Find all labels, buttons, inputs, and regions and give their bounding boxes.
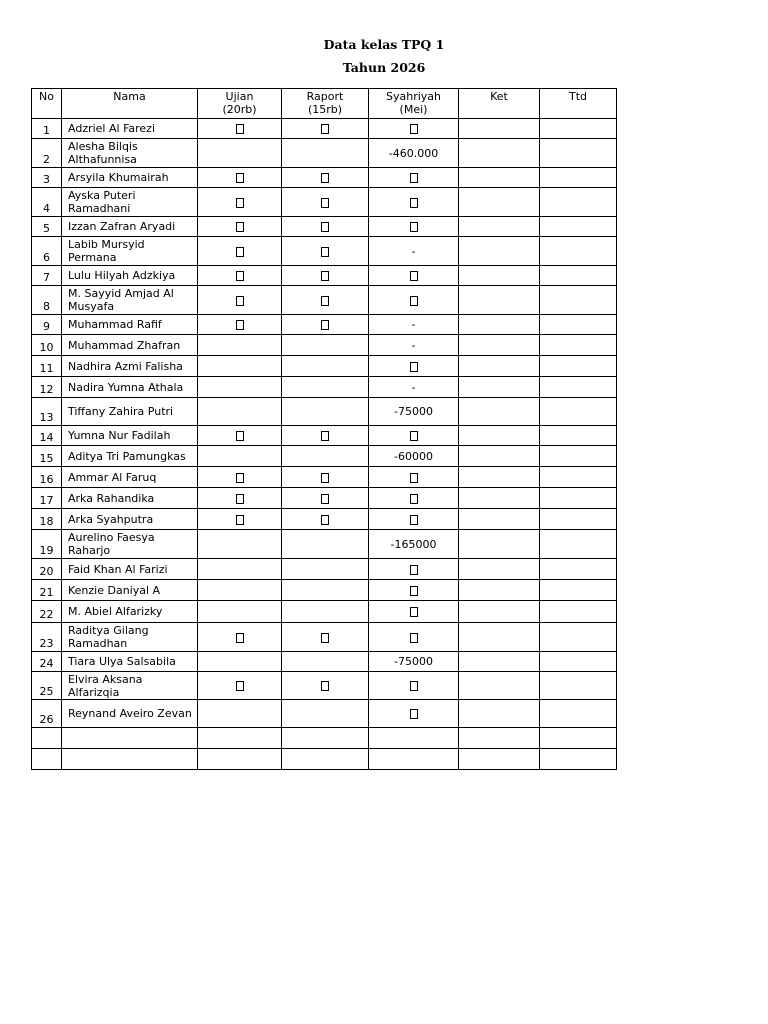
table-row: [32, 168, 617, 188]
row-number: 21: [32, 580, 62, 601]
syahriyah-value: -: [411, 244, 416, 258]
student-name: Raditya Gilang Ramadhan: [62, 623, 198, 652]
header-ttd: Ttd: [540, 89, 617, 119]
syahriyah-cell: [369, 237, 459, 266]
ttd-cell: [540, 426, 617, 446]
checkbox-glyph-icon: [236, 494, 244, 504]
syahriyah-cell: [369, 119, 459, 139]
checkbox-glyph-icon: [410, 222, 418, 232]
row-number: 13: [32, 398, 62, 426]
checkbox-glyph-icon: [410, 607, 418, 617]
student-name: Reynand Aveiro Zevan: [62, 700, 198, 728]
checkbox-glyph-icon: [321, 173, 329, 183]
checkbox-glyph-icon: [321, 222, 329, 232]
student-name: Kenzie Daniyal A: [62, 580, 198, 601]
table-row: [32, 266, 617, 286]
raport-cell: [282, 168, 369, 188]
table-row: [32, 217, 617, 237]
row-number: [32, 728, 62, 749]
checkbox-glyph-icon: [410, 681, 418, 691]
row-number: 19: [32, 530, 62, 559]
ttd-cell: [540, 335, 617, 356]
ujian-cell: [198, 168, 282, 188]
checkbox-glyph-icon: [410, 473, 418, 483]
student-name: Nadira Yumna Athala: [62, 377, 198, 398]
checkbox-glyph-icon: [410, 198, 418, 208]
syahriyah-cell: [369, 728, 459, 749]
ujian-cell: [198, 509, 282, 530]
ket-cell: [459, 356, 540, 377]
ujian-cell: [198, 398, 282, 426]
ttd-cell: [540, 315, 617, 335]
checkbox-glyph-icon: [321, 494, 329, 504]
syahriyah-cell: [369, 426, 459, 446]
ujian-cell: [198, 356, 282, 377]
ket-cell: [459, 700, 540, 728]
student-name: Tiara Ulya Salsabila: [62, 652, 198, 672]
table-row: [32, 652, 617, 672]
student-name: Yumna Nur Fadilah: [62, 426, 198, 446]
ttd-cell: [540, 237, 617, 266]
row-number: 3: [32, 168, 62, 188]
ttd-cell: [540, 652, 617, 672]
ket-cell: [459, 426, 540, 446]
row-number: 24: [32, 652, 62, 672]
raport-cell: [282, 509, 369, 530]
checkbox-glyph-icon: [236, 681, 244, 691]
checkbox-glyph-icon: [410, 124, 418, 134]
ujian-cell: [198, 652, 282, 672]
checkbox-glyph-icon: [410, 494, 418, 504]
checkbox-glyph-icon: [236, 271, 244, 281]
ket-cell: [459, 139, 540, 168]
raport-cell: [282, 700, 369, 728]
ujian-cell: [198, 377, 282, 398]
ujian-cell: [198, 119, 282, 139]
table-row: [32, 119, 617, 139]
table-row: [32, 601, 617, 623]
checkbox-glyph-icon: [321, 633, 329, 643]
checkbox-glyph-icon: [236, 173, 244, 183]
syahriyah-cell: [369, 286, 459, 315]
row-number: 14: [32, 426, 62, 446]
ttd-cell: [540, 749, 617, 770]
ket-cell: [459, 377, 540, 398]
checkbox-glyph-icon: [410, 565, 418, 575]
checkbox-glyph-icon: [236, 124, 244, 134]
raport-cell: [282, 139, 369, 168]
row-number: 4: [32, 188, 62, 217]
row-number: 22: [32, 601, 62, 623]
student-name: Arka Rahandika: [62, 488, 198, 509]
syahriyah-cell: [369, 580, 459, 601]
syahriyah-cell: [369, 266, 459, 286]
raport-cell: [282, 266, 369, 286]
ttd-cell: [540, 728, 617, 749]
row-number: 20: [32, 559, 62, 580]
ujian-cell: [198, 728, 282, 749]
ujian-cell: [198, 601, 282, 623]
student-name: Labib Mursyid Permana: [62, 237, 198, 266]
checkbox-glyph-icon: [236, 515, 244, 525]
raport-cell: [282, 530, 369, 559]
raport-cell: [282, 188, 369, 217]
student-name: Aurelino Faesya Raharjo: [62, 530, 198, 559]
table-row: [32, 446, 617, 467]
row-number: 16: [32, 467, 62, 488]
student-name: Muhammad Rafif: [62, 315, 198, 335]
row-number: 26: [32, 700, 62, 728]
ket-cell: [459, 672, 540, 700]
header-syahriyah: Syahriyah (Mei): [369, 89, 459, 119]
row-number: 5: [32, 217, 62, 237]
table-row: [32, 426, 617, 446]
student-name: Tiffany Zahira Putri: [62, 398, 198, 426]
raport-cell: [282, 446, 369, 467]
raport-cell: [282, 398, 369, 426]
student-name: Nadhira Azmi Falisha: [62, 356, 198, 377]
syahriyah-value: -460.000: [388, 146, 439, 160]
syahriyah-value: -165000: [390, 537, 437, 551]
ttd-cell: [540, 601, 617, 623]
raport-cell: [282, 601, 369, 623]
table-row: [32, 530, 617, 559]
table-row: [32, 356, 617, 377]
student-name: M. Sayyid Amjad Al Musyafa: [62, 286, 198, 315]
syahriyah-cell: [369, 188, 459, 217]
ujian-cell: [198, 580, 282, 601]
ujian-cell: [198, 139, 282, 168]
checkbox-glyph-icon: [321, 124, 329, 134]
ttd-cell: [540, 672, 617, 700]
syahriyah-cell: [369, 601, 459, 623]
ket-cell: [459, 119, 540, 139]
row-number: 6: [32, 237, 62, 266]
ujian-cell: [198, 467, 282, 488]
ket-cell: [459, 286, 540, 315]
ujian-cell: [198, 188, 282, 217]
ket-cell: [459, 623, 540, 652]
header-ket: Ket: [459, 89, 540, 119]
ket-cell: [459, 559, 540, 580]
syahriyah-cell: [369, 315, 459, 335]
checkbox-glyph-icon: [410, 173, 418, 183]
raport-cell: [282, 652, 369, 672]
table-row: [32, 728, 617, 749]
student-name: [62, 728, 198, 749]
syahriyah-value: -: [411, 318, 416, 331]
row-number: [32, 749, 62, 770]
ujian-cell: [198, 426, 282, 446]
ket-cell: [459, 530, 540, 559]
checkbox-glyph-icon: [236, 222, 244, 232]
ket-cell: [459, 446, 540, 467]
row-number: 11: [32, 356, 62, 377]
syahriyah-cell: [369, 559, 459, 580]
ujian-cell: [198, 749, 282, 770]
class-data-table: [31, 88, 617, 770]
ujian-cell: [198, 237, 282, 266]
checkbox-glyph-icon: [410, 586, 418, 596]
student-name: Elvira Aksana Alfarizqia: [62, 672, 198, 700]
checkbox-glyph-icon: [321, 247, 329, 257]
syahriyah-cell: [369, 139, 459, 168]
table-row: [32, 315, 617, 335]
syahriyah-value: -: [411, 380, 416, 394]
table-row: [32, 139, 617, 168]
syahriyah-value: -60000: [394, 449, 433, 463]
syahriyah-cell: [369, 509, 459, 530]
table-row: [32, 398, 617, 426]
ket-cell: [459, 266, 540, 286]
checkbox-glyph-icon: [321, 431, 329, 441]
raport-cell: [282, 623, 369, 652]
ttd-cell: [540, 188, 617, 217]
document-subtitle: Tahun 2026: [342, 60, 426, 75]
syahriyah-cell: [369, 217, 459, 237]
table-row: [32, 377, 617, 398]
ket-cell: [459, 580, 540, 601]
student-name: Adzriel Al Farezi: [62, 119, 198, 139]
syahriyah-cell: [369, 398, 459, 426]
ttd-cell: [540, 398, 617, 426]
table-row: [32, 488, 617, 509]
checkbox-glyph-icon: [410, 362, 418, 372]
checkbox-glyph-icon: [236, 431, 244, 441]
row-number: 12: [32, 377, 62, 398]
syahriyah-cell: [369, 530, 459, 559]
checkbox-glyph-icon: [321, 320, 329, 330]
checkbox-glyph-icon: [236, 296, 244, 306]
syahriyah-cell: [369, 623, 459, 652]
table-row: [32, 467, 617, 488]
header-nama: Nama: [62, 89, 198, 119]
ttd-cell: [540, 623, 617, 652]
raport-cell: [282, 672, 369, 700]
ket-cell: [459, 335, 540, 356]
header-no: No: [32, 89, 62, 119]
checkbox-glyph-icon: [321, 681, 329, 691]
ket-cell: [459, 237, 540, 266]
checkbox-glyph-icon: [236, 198, 244, 208]
table-row: [32, 335, 617, 356]
row-number: 7: [32, 266, 62, 286]
ket-cell: [459, 509, 540, 530]
raport-cell: [282, 237, 369, 266]
student-name: Lulu Hilyah Adzkiya: [62, 266, 198, 286]
table-row: [32, 749, 617, 770]
raport-cell: [282, 559, 369, 580]
student-name: Muhammad Zhafran: [62, 335, 198, 356]
checkbox-glyph-icon: [321, 515, 329, 525]
ttd-cell: [540, 580, 617, 601]
row-number: 2: [32, 139, 62, 168]
header-ujian: Ujian (20rb): [198, 89, 282, 119]
ttd-cell: [540, 488, 617, 509]
ket-cell: [459, 488, 540, 509]
table-header-row: [32, 89, 617, 119]
syahriyah-cell: [369, 749, 459, 770]
checkbox-glyph-icon: [321, 198, 329, 208]
ket-cell: [459, 601, 540, 623]
table-row: [32, 237, 617, 266]
document-title: Data kelas TPQ 1: [323, 37, 445, 52]
checkbox-glyph-icon: [236, 473, 244, 483]
ttd-cell: [540, 530, 617, 559]
row-number: 10: [32, 335, 62, 356]
ket-cell: [459, 652, 540, 672]
row-number: 9: [32, 315, 62, 335]
ttd-cell: [540, 119, 617, 139]
checkbox-glyph-icon: [410, 633, 418, 643]
raport-cell: [282, 377, 369, 398]
ujian-cell: [198, 488, 282, 509]
syahriyah-cell: [369, 672, 459, 700]
table-row: [32, 188, 617, 217]
ujian-cell: [198, 559, 282, 580]
syahriyah-cell: [369, 335, 459, 356]
ttd-cell: [540, 168, 617, 188]
checkbox-glyph-icon: [236, 633, 244, 643]
ket-cell: [459, 168, 540, 188]
ket-cell: [459, 398, 540, 426]
syahriyah-cell: [369, 446, 459, 467]
ttd-cell: [540, 266, 617, 286]
student-name: Aditya Tri Pamungkas: [62, 446, 198, 467]
checkbox-glyph-icon: [236, 320, 244, 330]
student-name: Arka Syahputra: [62, 509, 198, 530]
ttd-cell: [540, 217, 617, 237]
table-row: [32, 580, 617, 601]
raport-cell: [282, 749, 369, 770]
checkbox-glyph-icon: [236, 247, 244, 257]
ttd-cell: [540, 139, 617, 168]
raport-cell: [282, 728, 369, 749]
syahriyah-cell: [369, 652, 459, 672]
ttd-cell: [540, 356, 617, 377]
ttd-cell: [540, 509, 617, 530]
checkbox-glyph-icon: [321, 271, 329, 281]
checkbox-glyph-icon: [410, 515, 418, 525]
student-name: Arsyila Khumairah: [62, 168, 198, 188]
syahriyah-cell: [369, 356, 459, 377]
raport-cell: [282, 286, 369, 315]
syahriyah-cell: [369, 488, 459, 509]
checkbox-glyph-icon: [410, 271, 418, 281]
raport-cell: [282, 315, 369, 335]
row-number: 25: [32, 672, 62, 700]
ttd-cell: [540, 467, 617, 488]
header-raport: Raport (15rb): [282, 89, 369, 119]
checkbox-glyph-icon: [410, 431, 418, 441]
checkbox-glyph-icon: [410, 709, 418, 719]
student-name: Ammar Al Faruq: [62, 467, 198, 488]
ttd-cell: [540, 559, 617, 580]
ttd-cell: [540, 286, 617, 315]
raport-cell: [282, 335, 369, 356]
ket-cell: [459, 217, 540, 237]
ket-cell: [459, 188, 540, 217]
table-row: [32, 509, 617, 530]
student-name: [62, 749, 198, 770]
ujian-cell: [198, 700, 282, 728]
student-name: Ayska Puteri Ramadhani: [62, 188, 198, 217]
ket-cell: [459, 749, 540, 770]
table-row: [32, 286, 617, 315]
raport-cell: [282, 119, 369, 139]
ujian-cell: [198, 335, 282, 356]
row-number: 23: [32, 623, 62, 652]
table-row: [32, 672, 617, 700]
ket-cell: [459, 728, 540, 749]
ttd-cell: [540, 446, 617, 467]
ujian-cell: [198, 266, 282, 286]
student-name: Faid Khan Al Farizi: [62, 559, 198, 580]
raport-cell: [282, 467, 369, 488]
ttd-cell: [540, 377, 617, 398]
ujian-cell: [198, 672, 282, 700]
ujian-cell: [198, 315, 282, 335]
table-row: [32, 559, 617, 580]
syahriyah-cell: [369, 700, 459, 728]
row-number: 1: [32, 119, 62, 139]
raport-cell: [282, 580, 369, 601]
ujian-cell: [198, 217, 282, 237]
raport-cell: [282, 356, 369, 377]
checkbox-glyph-icon: [410, 296, 418, 306]
student-name: Izzan Zafran Aryadi: [62, 217, 198, 237]
student-name: M. Abiel Alfarizky: [62, 601, 198, 623]
raport-cell: [282, 217, 369, 237]
ujian-cell: [198, 530, 282, 559]
syahriyah-cell: [369, 467, 459, 488]
syahriyah-value: -: [411, 338, 416, 352]
student-name: Alesha Bilqis Althafunnisa: [62, 139, 198, 168]
ket-cell: [459, 315, 540, 335]
syahriyah-value: -75000: [394, 655, 433, 668]
syahriyah-cell: [369, 377, 459, 398]
row-number: 18: [32, 509, 62, 530]
raport-cell: [282, 426, 369, 446]
row-number: 8: [32, 286, 62, 315]
table-row: [32, 623, 617, 652]
ujian-cell: [198, 446, 282, 467]
checkbox-glyph-icon: [321, 473, 329, 483]
ujian-cell: [198, 623, 282, 652]
syahriyah-value: -75000: [394, 405, 433, 418]
ket-cell: [459, 467, 540, 488]
checkbox-glyph-icon: [321, 296, 329, 306]
ttd-cell: [540, 700, 617, 728]
raport-cell: [282, 488, 369, 509]
table-row: [32, 700, 617, 728]
row-number: 15: [32, 446, 62, 467]
syahriyah-cell: [369, 168, 459, 188]
row-number: 17: [32, 488, 62, 509]
ujian-cell: [198, 286, 282, 315]
